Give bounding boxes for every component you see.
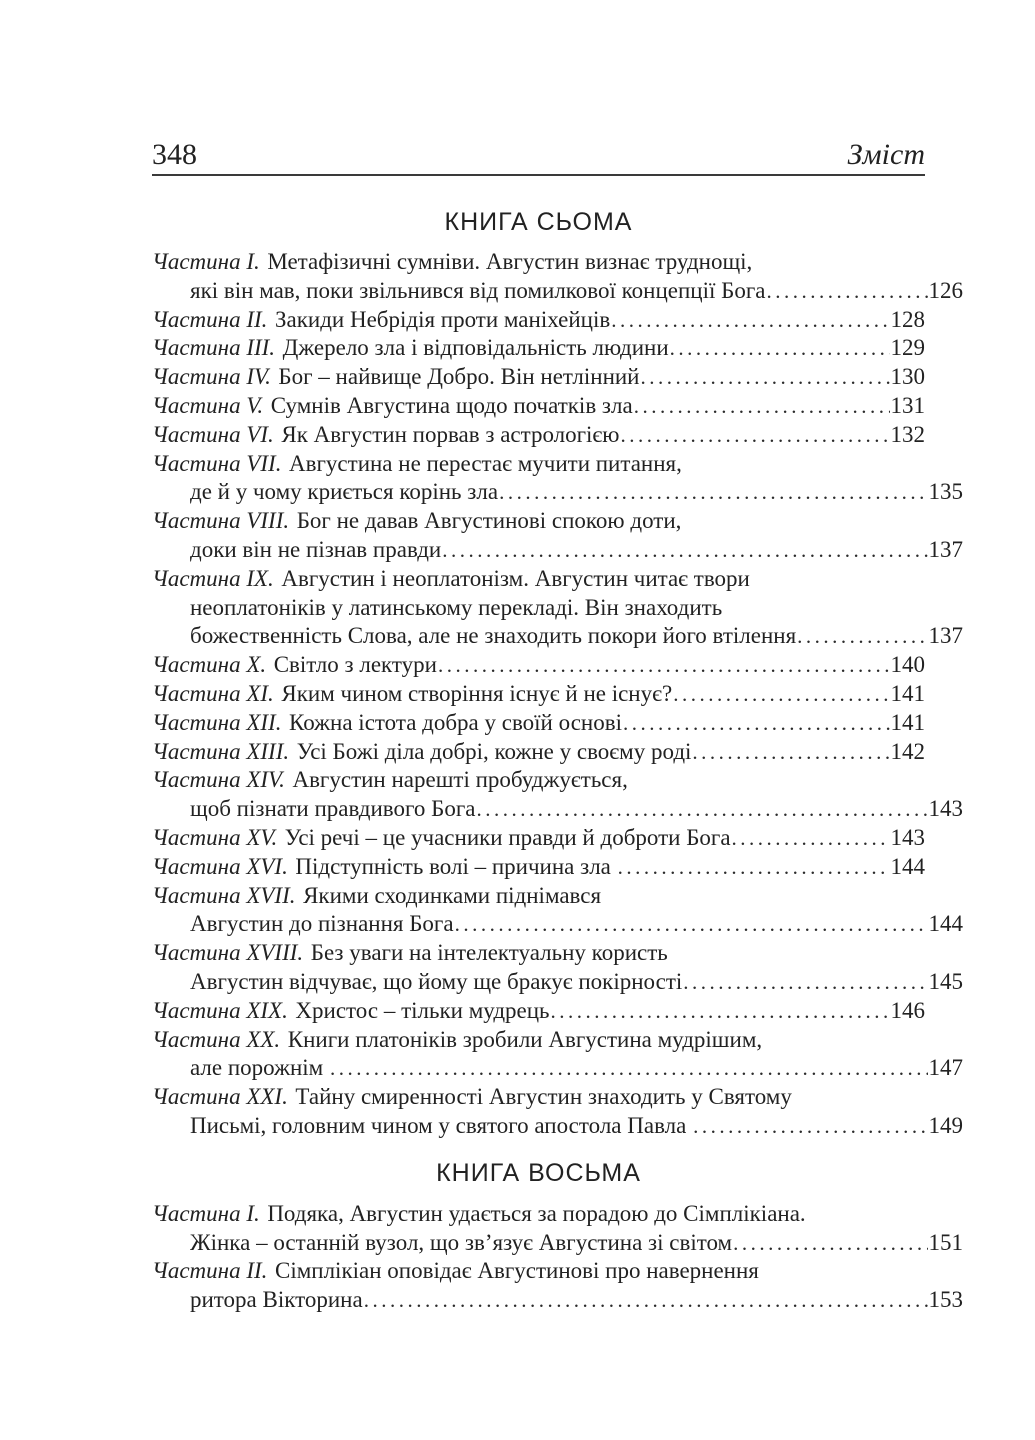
entry-title: Подяка, Августин удається за порадою до Сімплікіана.	[267, 1200, 806, 1226]
toc-entry-line	[152, 709, 925, 738]
toc-entry-line	[152, 363, 925, 392]
entry-title: щоб пізнати правдивого Бога	[190, 796, 476, 822]
entry-page-number: 128	[890, 306, 925, 332]
toc-entry-line	[152, 738, 925, 767]
entry-page-number: 140	[890, 652, 925, 678]
toc-entry-line	[152, 1112, 963, 1141]
entry-title: Кожна істота добра у своїй основі	[289, 709, 622, 735]
entry-part-label: Частина II.	[152, 306, 268, 332]
entry-part-label: Частина XIV.	[152, 767, 285, 793]
entry-title: Світло з лектури	[273, 652, 437, 678]
entry-page-number: 147	[928, 1055, 963, 1081]
toc-entry-line	[152, 450, 925, 479]
toc-section	[152, 207, 963, 1141]
entry-page-number: 137	[928, 536, 963, 562]
toc-entry-line	[152, 997, 925, 1026]
entry-page-number: 146	[890, 997, 925, 1023]
entry-page-number: 142	[890, 738, 925, 764]
entry-part-label: Частина XX.	[152, 1026, 281, 1052]
dot-leader	[692, 738, 889, 767]
entry-part-label: Частина III.	[152, 335, 276, 361]
entry-page-number: 153	[928, 1287, 963, 1313]
entry-page-number: 126	[928, 277, 963, 303]
entry-page-number: 129	[890, 335, 925, 361]
entry-part-label: Частина IX.	[152, 565, 274, 591]
entry-title: Закиди Небрідія проти маніхейців	[274, 306, 611, 332]
dot-leader	[641, 363, 890, 392]
dot-leader	[618, 853, 890, 882]
toc-entry-line	[152, 795, 963, 824]
entry-page-number: 149	[928, 1112, 963, 1138]
entry-title: але порожнім	[190, 1055, 329, 1081]
toc-entry-line	[152, 478, 963, 507]
entry-page-number: 135	[928, 479, 963, 505]
dot-leader	[732, 824, 890, 853]
toc-entry-line	[152, 248, 925, 277]
toc-entry-line	[152, 651, 925, 680]
entry-part-label: Частина VII.	[152, 450, 282, 476]
entry-title: де й у чому криється корінь зла	[190, 479, 499, 505]
entry-title: Августин відчуває, що йому ще бракує покірності	[190, 968, 683, 994]
entry-page-number: 130	[890, 364, 925, 390]
toc-entry-line	[152, 277, 963, 306]
dot-leader	[364, 1286, 928, 1315]
entry-page-number: 141	[890, 680, 925, 706]
entry-part-label: Частина XVII.	[152, 882, 296, 908]
entry-title: Якими сходинками піднімався	[303, 882, 602, 908]
entry-page-number: 137	[928, 623, 963, 649]
entry-title: Бог не давав Августинові спокою доти,	[296, 508, 682, 534]
dot-leader	[455, 910, 928, 939]
toc-entry-line	[152, 507, 925, 536]
entry-part-label: Частина XVI.	[152, 853, 288, 879]
toc-entry-line	[152, 421, 925, 450]
entry-title: Яким чином створіння існує й не існує?	[281, 680, 673, 706]
entry-part-label: Частина XI.	[152, 680, 274, 706]
entry-page-number: 131	[890, 392, 925, 418]
entry-title: Сімплікіан оповідає Августинові про навернення	[274, 1258, 759, 1284]
toc-entry-line	[152, 334, 925, 363]
entry-title: Джерело зла і відповідальність людини	[282, 335, 669, 361]
entry-title: неоплатоніків у латинському перекладі. Він знаходить	[190, 594, 723, 620]
dot-leader	[621, 421, 890, 450]
toc-entry-line	[152, 1286, 963, 1315]
entry-part-label: Частина XV.	[152, 824, 278, 850]
entry-page-number: 132	[890, 421, 925, 447]
toc-entry-line	[152, 1083, 925, 1112]
dot-leader	[476, 795, 927, 824]
toc-entry-line	[152, 1257, 925, 1286]
entry-title: Як Августин порвав з астрологією	[281, 421, 620, 447]
dot-leader	[673, 680, 889, 709]
entry-title: ритора Вікторина	[190, 1287, 363, 1313]
entry-page-number: 144	[928, 911, 963, 937]
entry-page-number: 143	[890, 824, 925, 850]
toc-entry-line	[152, 392, 925, 421]
entry-part-label: Частина V.	[152, 392, 264, 418]
table-of-contents	[152, 207, 963, 1315]
dot-leader	[670, 334, 890, 363]
dot-leader	[797, 622, 927, 651]
entry-part-label: Частина I.	[152, 1200, 260, 1226]
page-header	[152, 140, 925, 176]
toc-entry-line	[152, 1026, 925, 1055]
entry-title: Христос – тільки мудрець	[295, 997, 550, 1023]
entry-title: Книги платоніків зробили Августина мудрішим,	[287, 1026, 763, 1052]
entry-page-number: 145	[928, 968, 963, 994]
toc-section	[152, 1158, 963, 1315]
entry-part-label: Частина XII.	[152, 709, 282, 735]
entry-title: Августин і неоплатонізм. Августин читає твори	[281, 565, 750, 591]
entry-page-number: 151	[928, 1229, 963, 1255]
entry-part-label: Частина X.	[152, 652, 267, 678]
entry-title: доки він не пізнав правди	[190, 536, 442, 562]
entry-title: божественність Слова, але не знаходить покори його втілення	[190, 623, 797, 649]
entry-title: Жінка – останній вузол, що зв’язує Августина зі світом	[190, 1229, 733, 1255]
running-title: Зміст	[847, 138, 925, 171]
entry-page-number: 141	[890, 709, 925, 735]
toc-entry-line	[152, 910, 963, 939]
entry-page-number: 143	[928, 796, 963, 822]
toc-entry-line	[152, 939, 925, 968]
section-heading: КНИГА ВОСЬМА	[436, 1158, 641, 1187]
dot-leader	[693, 1112, 927, 1141]
entry-title: Сумнів Августина щодо початків зла	[270, 392, 633, 418]
entry-part-label: Частина XVIII.	[152, 940, 304, 966]
toc-entry-line	[152, 824, 925, 853]
entry-part-label: Частина VI.	[152, 421, 274, 447]
dot-leader	[551, 997, 890, 1026]
entry-part-label: Частина I.	[152, 249, 260, 274]
dot-leader	[733, 1229, 927, 1258]
entry-part-label: Частина VIII.	[152, 508, 290, 534]
entry-part-label: Частина II.	[152, 1258, 268, 1284]
entry-part-label: Частина IV.	[152, 364, 271, 390]
dot-leader	[623, 709, 890, 738]
entry-part-label: Частина XIII.	[152, 738, 290, 764]
dot-leader	[330, 1054, 928, 1083]
section-heading: КНИГА СЬОМА	[444, 208, 633, 236]
entry-page-number: 144	[890, 853, 925, 879]
entry-title: Письмі, головним чином у святого апостола Павла	[190, 1112, 693, 1138]
entry-title: Тайну смиренності Августин знаходить у Святому	[295, 1084, 792, 1110]
toc-entry-line	[152, 766, 925, 795]
dot-leader	[438, 651, 890, 680]
toc-entry-line	[152, 680, 925, 709]
entry-title: Августин до пізнання Бога	[190, 911, 454, 937]
toc-entry-line	[152, 536, 963, 565]
entry-title: Метафізичні сумніви. Августин визнає труднощі,	[267, 249, 753, 274]
entry-title: Августин нарешті пробуджується,	[292, 767, 628, 793]
dot-leader	[442, 536, 927, 565]
toc-entry-line	[152, 594, 963, 623]
toc-entry-line	[152, 306, 925, 335]
toc-entry-line	[152, 968, 963, 997]
page-number: 348	[152, 138, 197, 171]
dot-leader	[634, 392, 890, 421]
toc-entry-line	[152, 565, 925, 594]
dot-leader	[611, 306, 889, 335]
entry-title: які він мав, поки звільнився від помилкової концепції Бога	[190, 277, 766, 303]
entry-part-label: Частина XXI.	[152, 1084, 288, 1110]
dot-leader	[499, 478, 927, 507]
entry-title: Усі Божі діла добрі, кожне у своєму роді	[296, 738, 692, 764]
entry-part-label: Частина XIX.	[152, 997, 288, 1023]
dot-leader	[766, 277, 927, 306]
entry-title: Бог – найвище Добро. Він нетлінний	[278, 364, 640, 390]
toc-entry-line	[152, 1054, 963, 1083]
toc-entry-line	[152, 882, 925, 911]
entry-title: Без уваги на інтелектуальну користь	[310, 940, 668, 966]
dot-leader	[683, 968, 927, 997]
toc-entry-line	[152, 1200, 925, 1229]
entry-title: Підступність волі – причина зла	[295, 853, 617, 879]
entry-title: Усі речі – це учасники правди й доброти Бога	[284, 824, 731, 850]
entry-title: Августина не перестає мучити питання,	[289, 450, 682, 476]
toc-entry-line	[152, 853, 925, 882]
toc-entry-line	[152, 1229, 963, 1258]
toc-entry-line	[152, 622, 963, 651]
